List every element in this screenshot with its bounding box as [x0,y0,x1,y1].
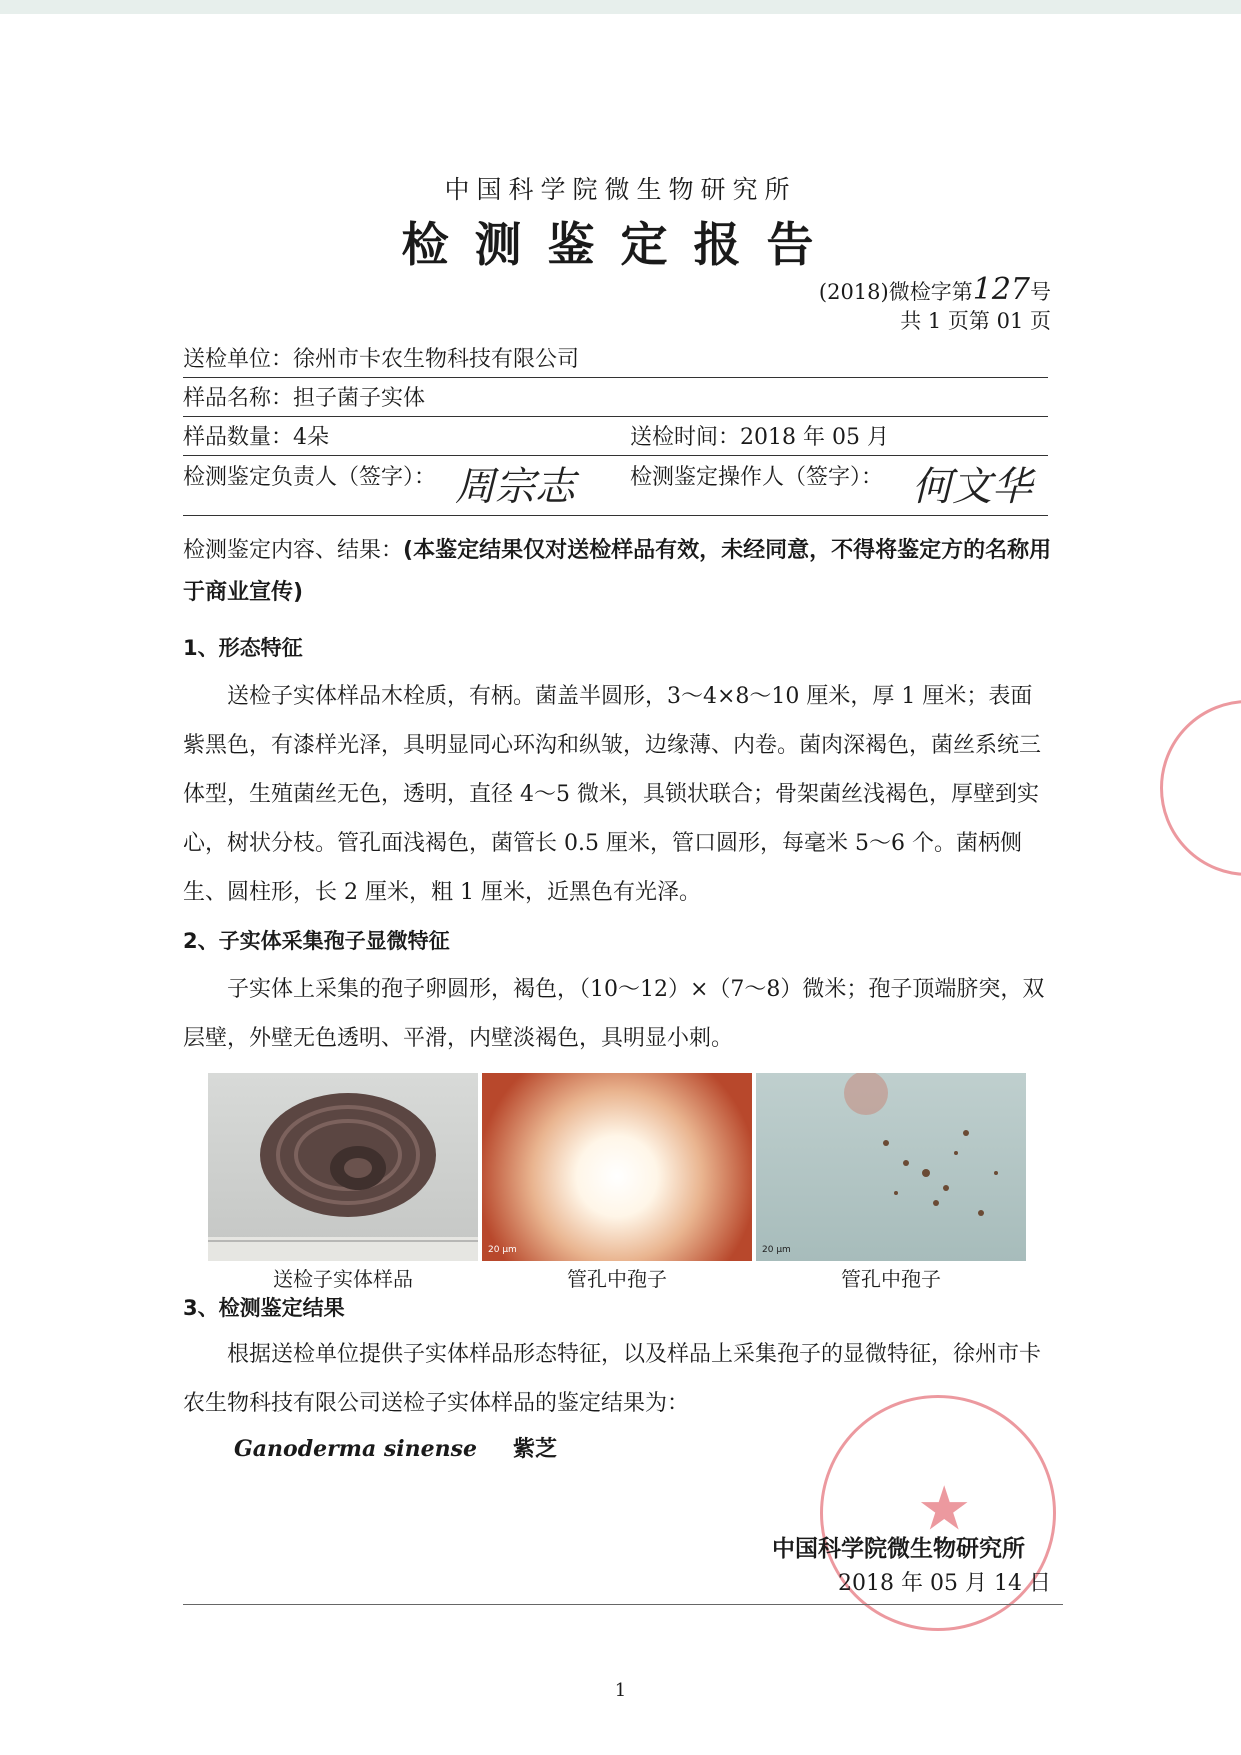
submit-time-row [630,420,889,451]
operator-signature: 何文华 [912,464,1032,510]
divider-line [183,416,1048,417]
footer-divider [183,1604,1063,1605]
sample-qty-row [183,420,329,451]
submit-time-value: 2018 年 05 月 [740,425,889,450]
page-number: 1 [614,1680,627,1701]
ref-suffix: 号 [1030,280,1051,304]
content-label: 检测鉴定内容、结果： [183,538,404,563]
submit-time-label: 送检时间： [630,425,741,450]
content-intro [183,530,1053,614]
submitter-value: 徐州市卡农生物科技有限公司 [293,347,580,372]
top-scan-band [0,0,1241,14]
divider-line [183,515,1048,516]
scale-bar-label: 20 µm [762,1245,791,1255]
mushroom-image [208,1073,478,1261]
section-3-text: 根据送检单位提供子实体样品形态特征，以及样品上采集孢子的显微特征，徐州市卡农生物科技有限公司送检子实体样品的鉴定结果为： [183,1342,1042,1416]
report-title: 检测鉴定报告 [401,218,840,273]
sample-qty-label: 样品数量： [183,425,294,450]
issuer-name: 中国科学院微生物研究所 [772,1536,1025,1562]
chinese-name: 紫芝 [513,1437,558,1462]
sample-name-row [183,381,425,412]
section-2-heading: 2、子实体采集孢子显微特征 [183,929,450,953]
submitter-row [183,342,579,373]
operator-label: 检测鉴定操作人（签字）： [630,465,884,490]
partial-seal-stamp [1160,700,1241,876]
sample-name-value: 担子菌子实体 [293,386,426,411]
star-icon: ★ [920,1476,969,1540]
spore-photo-2 [756,1073,1026,1261]
caption-spore-1: 管孔中孢子 [567,1267,667,1291]
responsible-label: 检测鉴定负责人（签字）： [183,465,437,490]
section-1-heading: 1、形态特征 [183,636,303,660]
page-info: 共 1 页第 01 页 [900,309,1051,333]
spore-photo-1 [482,1073,752,1261]
ref-number-handwritten: 127 [972,272,1030,307]
result-species [234,1432,557,1463]
submitter-label: 送检单位： [183,347,294,372]
ref-prefix: (2018)微检字第 [818,280,973,304]
sample-name-label: 样品名称： [183,386,294,411]
specimen-photo [208,1073,478,1261]
issue-date: 2018 年 05 月 14 日 [838,1571,1051,1596]
disclaimer: (本鉴定结果仅对送检样品有效，未经同意，不得将鉴定方的名称用于商业宣传) [183,538,1052,605]
section-2-text: 子实体上采集的孢子卵圆形，褐色，（10～12）×（7～8）微米；孢子顶端脐突，双层壁，外壁无色透明、平滑，内壁淡褐色，具明显小刺。 [183,977,1045,1051]
spore-dots-image [756,1073,1026,1261]
divider-line [183,377,1048,378]
scale-bar-label: 20 µm [488,1245,517,1255]
responsible-signature: 周宗志 [455,464,575,510]
section-1-text: 送检子实体样品木栓质，有柄。菌盖半圆形，3～4×8～10 厘米，厚 1 厘米；表面紫黑色，有漆样光泽，具明显同心环沟和纵皱，边缘薄、内卷。菌肉深褐色，菌丝系统三体型，生殖菌丝无色，透明，直径 4～5 微米，具锁状联合；骨架菌丝浅褐色，厚壁到实心，树状分枝。管孔面浅褐色，菌管长 0.5 厘米，管口圆形，每毫米 5～6 个。菌柄侧生、圆柱形，长 2 厘米，粗 1 厘米，近黑色有光泽。 [183,684,1042,905]
caption-specimen: 送检子实体样品 [273,1267,413,1291]
caption-spore-2: 管孔中孢子 [841,1267,941,1291]
reference-number [819,272,1051,307]
sample-qty-value: 4朵 [293,425,330,450]
section-3-heading: 3、检测鉴定结果 [183,1296,345,1320]
latin-name: Ganoderma sinense [234,1436,477,1462]
institute-name: 中国科学院微生物研究所 [444,175,797,204]
